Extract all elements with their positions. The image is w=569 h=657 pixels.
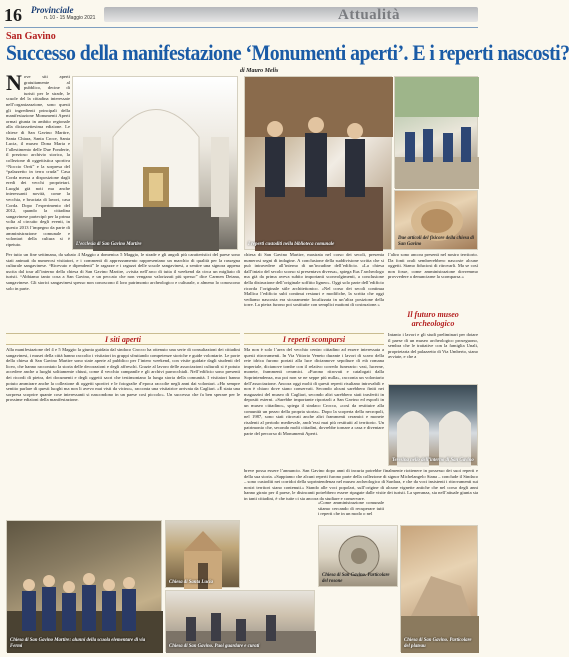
column-2-main-text: chiesa di San Gavino Martire, mastrata nel corso dei secoli, presenta numerosi segni di indagine. A conclusione della suddivisione scritta che si può intravedere all’interno di un’incudine dell’edificio. «La chiesa dall’inizio del secolo scorso si presentava diversa», spiega Eus l’archeologo ma già da prima aveva subito importanti sconvolgimenti, a conclusione della distruzione dell’originale soffitto ligneo». Oggi solo parte dell’edificio ricorda l’originale stile architettonico. «Nel corso dei secoli continua Mallica l’edificio subì continui restauri e modifiche, la scritta che oggi vediamo nascosta era sicuramente localizzata in un’altra posizione della torre. La pietra furono poi sostituite con semplici mattoni di costruzione.»	[244, 252, 384, 308]
drop-cap: N	[6, 70, 22, 95]
photo-caption: Due articoli del fisicore della chiesa di San Gavino	[398, 236, 474, 247]
masthead-logo: Provinciale	[31, 5, 74, 15]
photo-artifact	[394, 190, 478, 250]
photo-caption: Chiesa di San Gavino. Particolare del plateau	[404, 638, 472, 649]
photo-children-outdoor	[394, 76, 478, 188]
photo-caption: Chiesa di San Gavino. Puoi guardare e curati	[169, 643, 260, 649]
photo-rose-window	[318, 525, 398, 587]
photo-caption: L’ecclesia di San Gavino Martire	[76, 241, 142, 247]
outdoor-illustration	[395, 77, 479, 189]
article-kicker: San Gavino	[6, 31, 56, 42]
children-illustration	[7, 521, 163, 653]
photo-caption: Chiesa di Santa Lucia	[169, 579, 213, 585]
column-2-main	[244, 252, 384, 330]
photo-stone-artifact	[400, 525, 478, 652]
column-1-more-text: Per tutto un fine settimana, da sabato 4 Maggio a domenica 5 Maggio, le strade e gli angoli più caratteristici del paese sono stati animati da numerosi visitatori, e i commenti di apprezzamento rappresentano un marchio di qualità per la rassegna culturale sangavinese. “Ricevuto e dipendenti” le ragazze e i ragazzi delle scuole sangavinesi, a sentire una signora appena uscita dal tour all’interno della chiesa di San Gavino Martire, «visita nell’arco di tutta il weekend da circa un migliaio di turisti. “Abbiamo tanto cosa a San Gavino, e un peccato che non vengano valorizzati più spesso” dice Carmen Deiana, sangavinese. Gli storici sangavinesi spesso non conoscono il loro patrimonio archeologico e culturale, o almeno lo conoscono solo in parte.	[6, 252, 240, 291]
photo-school-children	[6, 520, 162, 652]
column-3-top-text: l’altro sono ancora presenti nel nostro territorio. Da fonti orali sembrerebbero nascoste alcune oggetti. Siamo fiduciosi di ritrovarli. Ma se così non fosse, come amministrazione dovremmo provvedere a denunciarne la scomparsa.»	[388, 252, 478, 280]
column-1-section-2-text: Alla manifestazione del 4 e 5 Maggio la giunta guidata dal sindaco Crocco ha ottenuto una serie di consultazioni dei cittadini sangavinesi, i musei della città hanno raccolto i visitatori in gruppi sfruttando competenze storiche e guide volontarie. Le porte della chiesa di San Gavino Martire sono state aperte al pubblico per l’intero weekend, con visite guidate dagli studenti del liceo, che hanno raccontato la storia delle decorazioni e degli affreschi. Grazie al lavoro delle associazioni culturali si è potuto accedere anche a luoghi solitamente chiusi, come il vecchio campanile e gli archivi parrocchiali. Nell’edificio sono presenti dei ricordi di pietra, dei documenti e degli oggetti sacri che testimoniano la lunga storia della comunità. I visitatori hanno potuto ammirare anche la collezione di oggetti sportivi e le fotografie d’epoca raccolte negli anni dai volontari. «Ho sempre sentito parlare di questi luoghi ma non li avevo mai visti da vicino», racconta una visitatrice arrivata da Cagliari. «È stata una sorpresa scoprire quante cose interessanti si nascondono in un paese così piccolo». Un successo che fa ben sperare per le prossime edizioni della manifestazione.	[6, 347, 240, 403]
photo-caption: Chiesa di San Gavino. Particolare del rosone	[322, 573, 390, 584]
section-title: Attualità	[338, 7, 400, 23]
subhead-futuro-museo: Il futuro museo archeologico	[407, 310, 459, 328]
column-3-bottom-text: breve possa essere l’annuncio. San Gavino dopo anni di incuria potrebbe finalmente riottenere in possesso dei suoi reperti e della sua storia. «Sappiamo che alcuni reperti furono parte della collezione di signor Michelangelo Siana – conclude il Sindaco – sono custoditi nei corridoi della soprintendenza nel museo archeologico di Sardara, e che da voci insistenti i ritrovamenti sui nostri territori siano contenuti.» Stando alle voci popolari, sull’origine di alcune vignette antiche che nel corso degli anni hanno girato per il paese, le disincanti potrebbero essere ripagate dalle visite dei turisti. La speranza, sia nell’attuale giunta sia in tanti cittadini, è che tutte ci sia ancora da studiare e conservare.	[244, 468, 478, 501]
section-band	[104, 7, 478, 22]
arches-illustration	[389, 385, 479, 467]
column-1-intro-text: ove siti aperti gratuitamente al pubblico, decine di turisti per le strade, le scuole del la cittadina interessate nell’organizzazione, sono questi gli ingredienti principali della manifestazione Monumenti Aperti ormai giunta in ambito regionale alla diciassettesima edizione. Le chiese di San Gavino Martire, Santa Chiara, Santa Croce, Santa Lucia, il museo Dona Maria e l’allestimento delle Due Fonderie, il prezioso archivio storico, la collezione di oggettistica sportiva “Noccio Orrù” e la sorpresa del “palazzetto in terra cruda” Casa Corda messa a disposizione dagli eredi dei vecchi proprietari. Luoghi già noti ma anche interessanti novità, come la vecchia, e bruciata di lavori, casa Corda. Dopo l’esperimento del 2012, quando la cittadina sangavinese partecipò per la prima volta al circuito degli eventi, in questo 2013 l’impegno da parte di amministrazione comunale e volontari della cultura si è ripetuto.	[6, 74, 70, 247]
article-byline: di Mauro Melis	[240, 68, 279, 74]
column-1-more	[6, 252, 240, 330]
column-3-mid	[388, 332, 478, 382]
photo-library-visitors	[244, 76, 392, 250]
library-illustration	[245, 77, 393, 251]
column-3-bottom	[244, 468, 478, 520]
column-2-bottom-text: «Come amministrazione comunale stiamo cercando di recuperare tutti i reperti che in un modo o nel	[318, 500, 384, 517]
photo-church-interior	[72, 76, 238, 250]
photo-caption: I reperti custoditi nella biblioteca comunale	[248, 241, 335, 247]
header-divider	[4, 27, 478, 28]
column-3-mid-text: Intanto i lavori e gli studi preliminari per dotare il paese di un museo archeologico proseguono, sembra che le trattative con la famiglia Unali, proprietaria del palazzetto di Via Umberto, siano avviate, e che a	[388, 332, 478, 360]
article-title: Successo della manifestazione ‘Monumenti aperti’. E i reperti nascosti?	[6, 40, 569, 65]
column-3-top	[388, 252, 478, 314]
column-1-section-2	[6, 347, 240, 519]
photo-church-arches	[388, 384, 478, 466]
photo-church-visitors	[165, 590, 315, 652]
page-number: 16	[4, 5, 22, 25]
page-header	[4, 4, 478, 26]
photo-santa-lucia	[165, 520, 240, 588]
photo-caption: Chiesa di San Gavino Martire: alunni della scuola elementare di via Fermi	[10, 638, 146, 649]
subhead-reperti-scomparsi: I reperti scomparsi	[244, 333, 384, 345]
photo-caption: Teresina nello dell’interno di San Gavino	[392, 457, 474, 463]
church-interior-illustration	[73, 77, 239, 251]
subhead-siti-aperti: I siti aperti	[6, 333, 240, 345]
stone-illustration	[401, 526, 479, 653]
issue-date: n. 10 - 15 Maggio 2021	[44, 15, 96, 21]
column-2-section-text: Ma non è solo l’area del vecchio centro cittadino ad essere interessata a questi ritrovamenti. In Via Vittorio Veneto durante i lavori di scavo della rete idrica furono portati alla luce diciannove sepolture di età romana imperiale, dicianove tombe con il relativo corredo funerario: vasi, lucerne, monete, frammenti ceramici. «Furono ritrovati e catalogati dalla Soprintendenza, ma poi non se ne seppe più nulla», racconta un volontario dell’associazione. Ancora oggi molti di questi reperti risultano introvabili e non è chiaro dove siano conservati. Secondo alcuni sarebbero finiti nei magazzini del museo di Cagliari, secondo altri sarebbero stati trasferiti in depositi esterni. «Sarebbe importante riportarli a San Gavino ed esporli in un museo cittadino», spiega il sindaco Crocco, «così da restituire alla comunità un pezzo della propria storia». Dopo la scoperta della necropoli, nel 1987, sono stati ritrovati anche altri frammenti ceramici e monete risalenti al periodo medievale, anch’essi mai più restituiti al territorio. Un patrimonio che, secondo molti cittadini, dovrebbe tornare a casa e diventare parte del percorso di Monumenti Aperti.	[244, 347, 384, 436]
column-1-intro	[6, 70, 70, 254]
